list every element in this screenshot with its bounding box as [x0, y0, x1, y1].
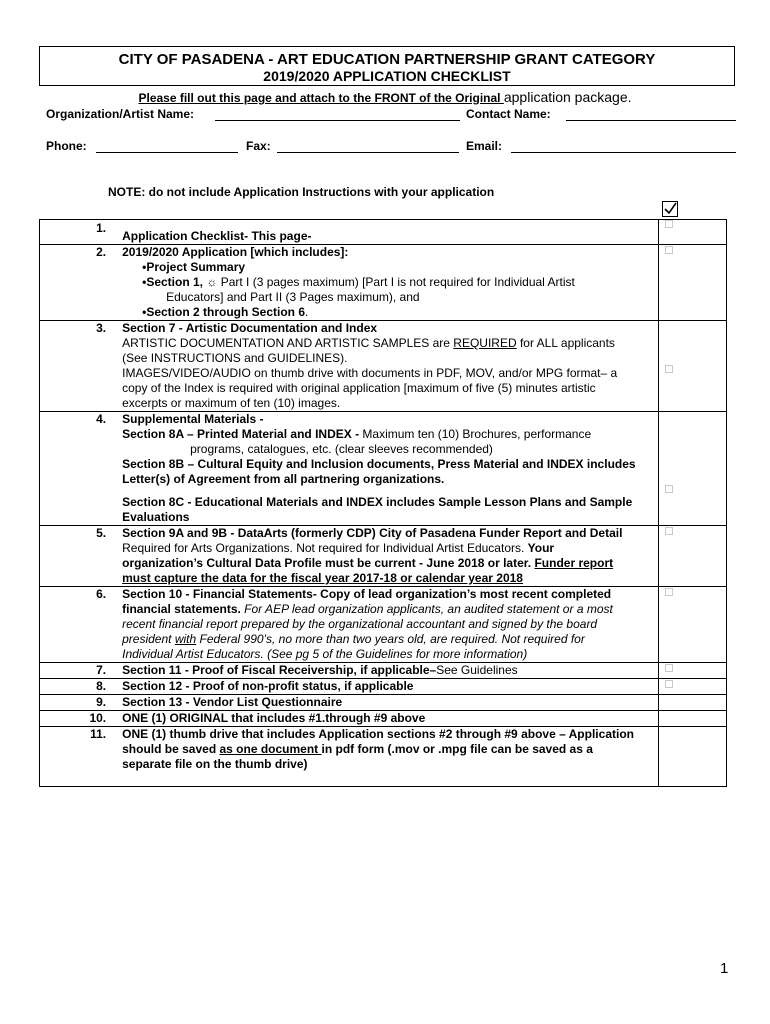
item-number: 9.: [40, 695, 123, 711]
item-text: ONE (1) ORIGINAL that includes #1.through #9 above: [122, 711, 658, 727]
checklist-row-5: 5. Section 9A and 9B - DataArts (formerly CDP) City of Pasadena Funder Report and Detail Required for Arts Organizations. Not required for Individual Artist Educators. Your organization’s Cultural Data Profile must be current - June 2018 or later. Funder report must capture the data for the fiscal year 2017-18 or calendar year 2018: [40, 526, 727, 587]
contact-name-field[interactable]: [566, 120, 736, 121]
instruction-tail: application package.: [503, 89, 632, 105]
contact-name-label: Contact Name:: [466, 107, 551, 121]
checklist-row-3: 3. Section 7 - Artistic Documentation and Index ARTISTIC DOCUMENTATION AND ARTISTIC SAMPLES are REQUIRED for ALL applicants (See INSTRUCTIONS and GUIDELINES). IMAGES/VIDEO/AUDIO on thumb drive with documents in PDF, MOV, and/or MPG format– a copy of the Index is required with original application [maximum of five (5) minutes artistic excerpts or maximum of ten (10) images.: [40, 321, 727, 412]
org-name-field[interactable]: [215, 120, 460, 121]
item-number: 11.: [40, 727, 123, 787]
checklist-row-4: 4. Supplemental Materials - Section 8A – Printed Material and INDEX - Maximum ten (10) Brochures, performance programs, catalogues, etc. (clear sleeves recommended) Section 8B – Cultural Equity and Inclusion documents, Press Material and INDEX includes Letter(s) of Agreement from all partnering organizations. Section 8C - Educational Materials and INDEX includes Sample Lesson Plans and Sample Evaluations: [40, 412, 727, 526]
item-text: 2019/2020 Application [which includes]:: [122, 245, 349, 259]
instruction-underlined: Please fill out this page and attach to the FRONT of the Original: [138, 91, 504, 105]
checkbox-item-1[interactable]: [665, 220, 673, 228]
checkmark-box-icon: [662, 201, 678, 217]
bullet-icon: •: [142, 305, 147, 319]
bullet-section-1: •Section 1, ☼ Part I (3 pages maximum) [Part I is not required for Individual Artist: [142, 275, 575, 289]
fax-label: Fax:: [246, 139, 271, 153]
checkbox-item-4[interactable]: [665, 485, 673, 493]
email-field[interactable]: [511, 152, 736, 153]
phone-label: Phone:: [46, 139, 87, 153]
org-name-label: Organization/Artist Name:: [46, 107, 195, 121]
item-number: 4.: [40, 412, 123, 526]
item-number: 1.: [40, 220, 123, 245]
page-title: CITY OF PASADENA - ART EDUCATION PARTNERSHIP GRANT CATEGORY: [118, 51, 656, 68]
checklist-row-1: [40, 220, 727, 245]
checkbox-item-3[interactable]: [665, 365, 673, 373]
item-number: 8.: [40, 679, 123, 695]
item-number: 5.: [40, 526, 123, 587]
page-number: 1: [720, 960, 729, 977]
item-number: 2.: [40, 245, 123, 321]
checklist-row-9: [40, 695, 727, 711]
item-heading: Supplemental Materials -: [122, 412, 264, 426]
bullet-project-summary: •Project Summary: [142, 260, 246, 274]
item-number: 3.: [40, 321, 123, 412]
item-text: Section 13 - Vendor List Questionnaire: [122, 695, 658, 711]
item-heading: Section 7 - Artistic Documentation and Index: [122, 321, 378, 335]
checkbox-item-5[interactable]: [665, 527, 673, 535]
checklist-row-10: [40, 711, 727, 727]
checklist-table: [39, 219, 727, 787]
bullet-section-1-cont: Educators] and Part II (3 Pages maximum), and: [166, 290, 420, 304]
checkbox-item-7[interactable]: [665, 664, 673, 672]
instruction-line: [0, 89, 770, 105]
checklist-row-6: 6. Section 10 - Financial Statements- Copy of lead organization’s most recent completed financial statements. For AEP lead organization applicants, an audited statement or a most recent financial report prepared by the organizational accountant and signed by the board president with Federal 990’s, no more than two years old, are required. Not required for Individual Artist Educators. (See pg 5 of the Guidelines for more information): [40, 587, 727, 663]
checklist-row-7: 7. Section 11 - Proof of Fiscal Receivership, if applicable–See Guidelines: [40, 663, 727, 679]
checklist-row-2: [40, 245, 727, 321]
checklist-row-11: 11. ONE (1) thumb drive that includes Application sections #2 through #9 above – Application should be saved as one document in pdf form (.mov or .mpg file can be saved as a separate file on the thumb drive): [40, 727, 727, 787]
item-number: 7.: [40, 663, 123, 679]
checklist-row-8: [40, 679, 727, 695]
checkbox-item-2[interactable]: [665, 246, 673, 254]
email-label: Email:: [466, 139, 503, 153]
item-text: Section 12 - Proof of non-profit status, if applicable: [122, 679, 658, 695]
bullet-section-2-6: •Section 2 through Section 6.: [142, 305, 309, 319]
bullet-icon: •: [142, 275, 147, 289]
fax-field[interactable]: [277, 152, 459, 153]
title-box: [39, 46, 735, 86]
instructions-link: (See INSTRUCTIONS and GUIDELINES).: [122, 351, 348, 365]
checkbox-item-8[interactable]: [665, 680, 673, 688]
checkbox-item-6[interactable]: [665, 588, 673, 596]
note-text: NOTE: do not include Application Instructions with your application: [108, 185, 495, 199]
item-number: 10.: [40, 711, 123, 727]
sun-icon: ☼: [206, 275, 218, 289]
item-text: Application Checklist- This page-: [122, 229, 312, 243]
bullet-icon: •: [142, 260, 147, 274]
page-subtitle: 2019/2020 APPLICATION CHECKLIST: [263, 68, 511, 84]
item-number: 6.: [40, 587, 123, 663]
phone-field[interactable]: [96, 152, 238, 153]
